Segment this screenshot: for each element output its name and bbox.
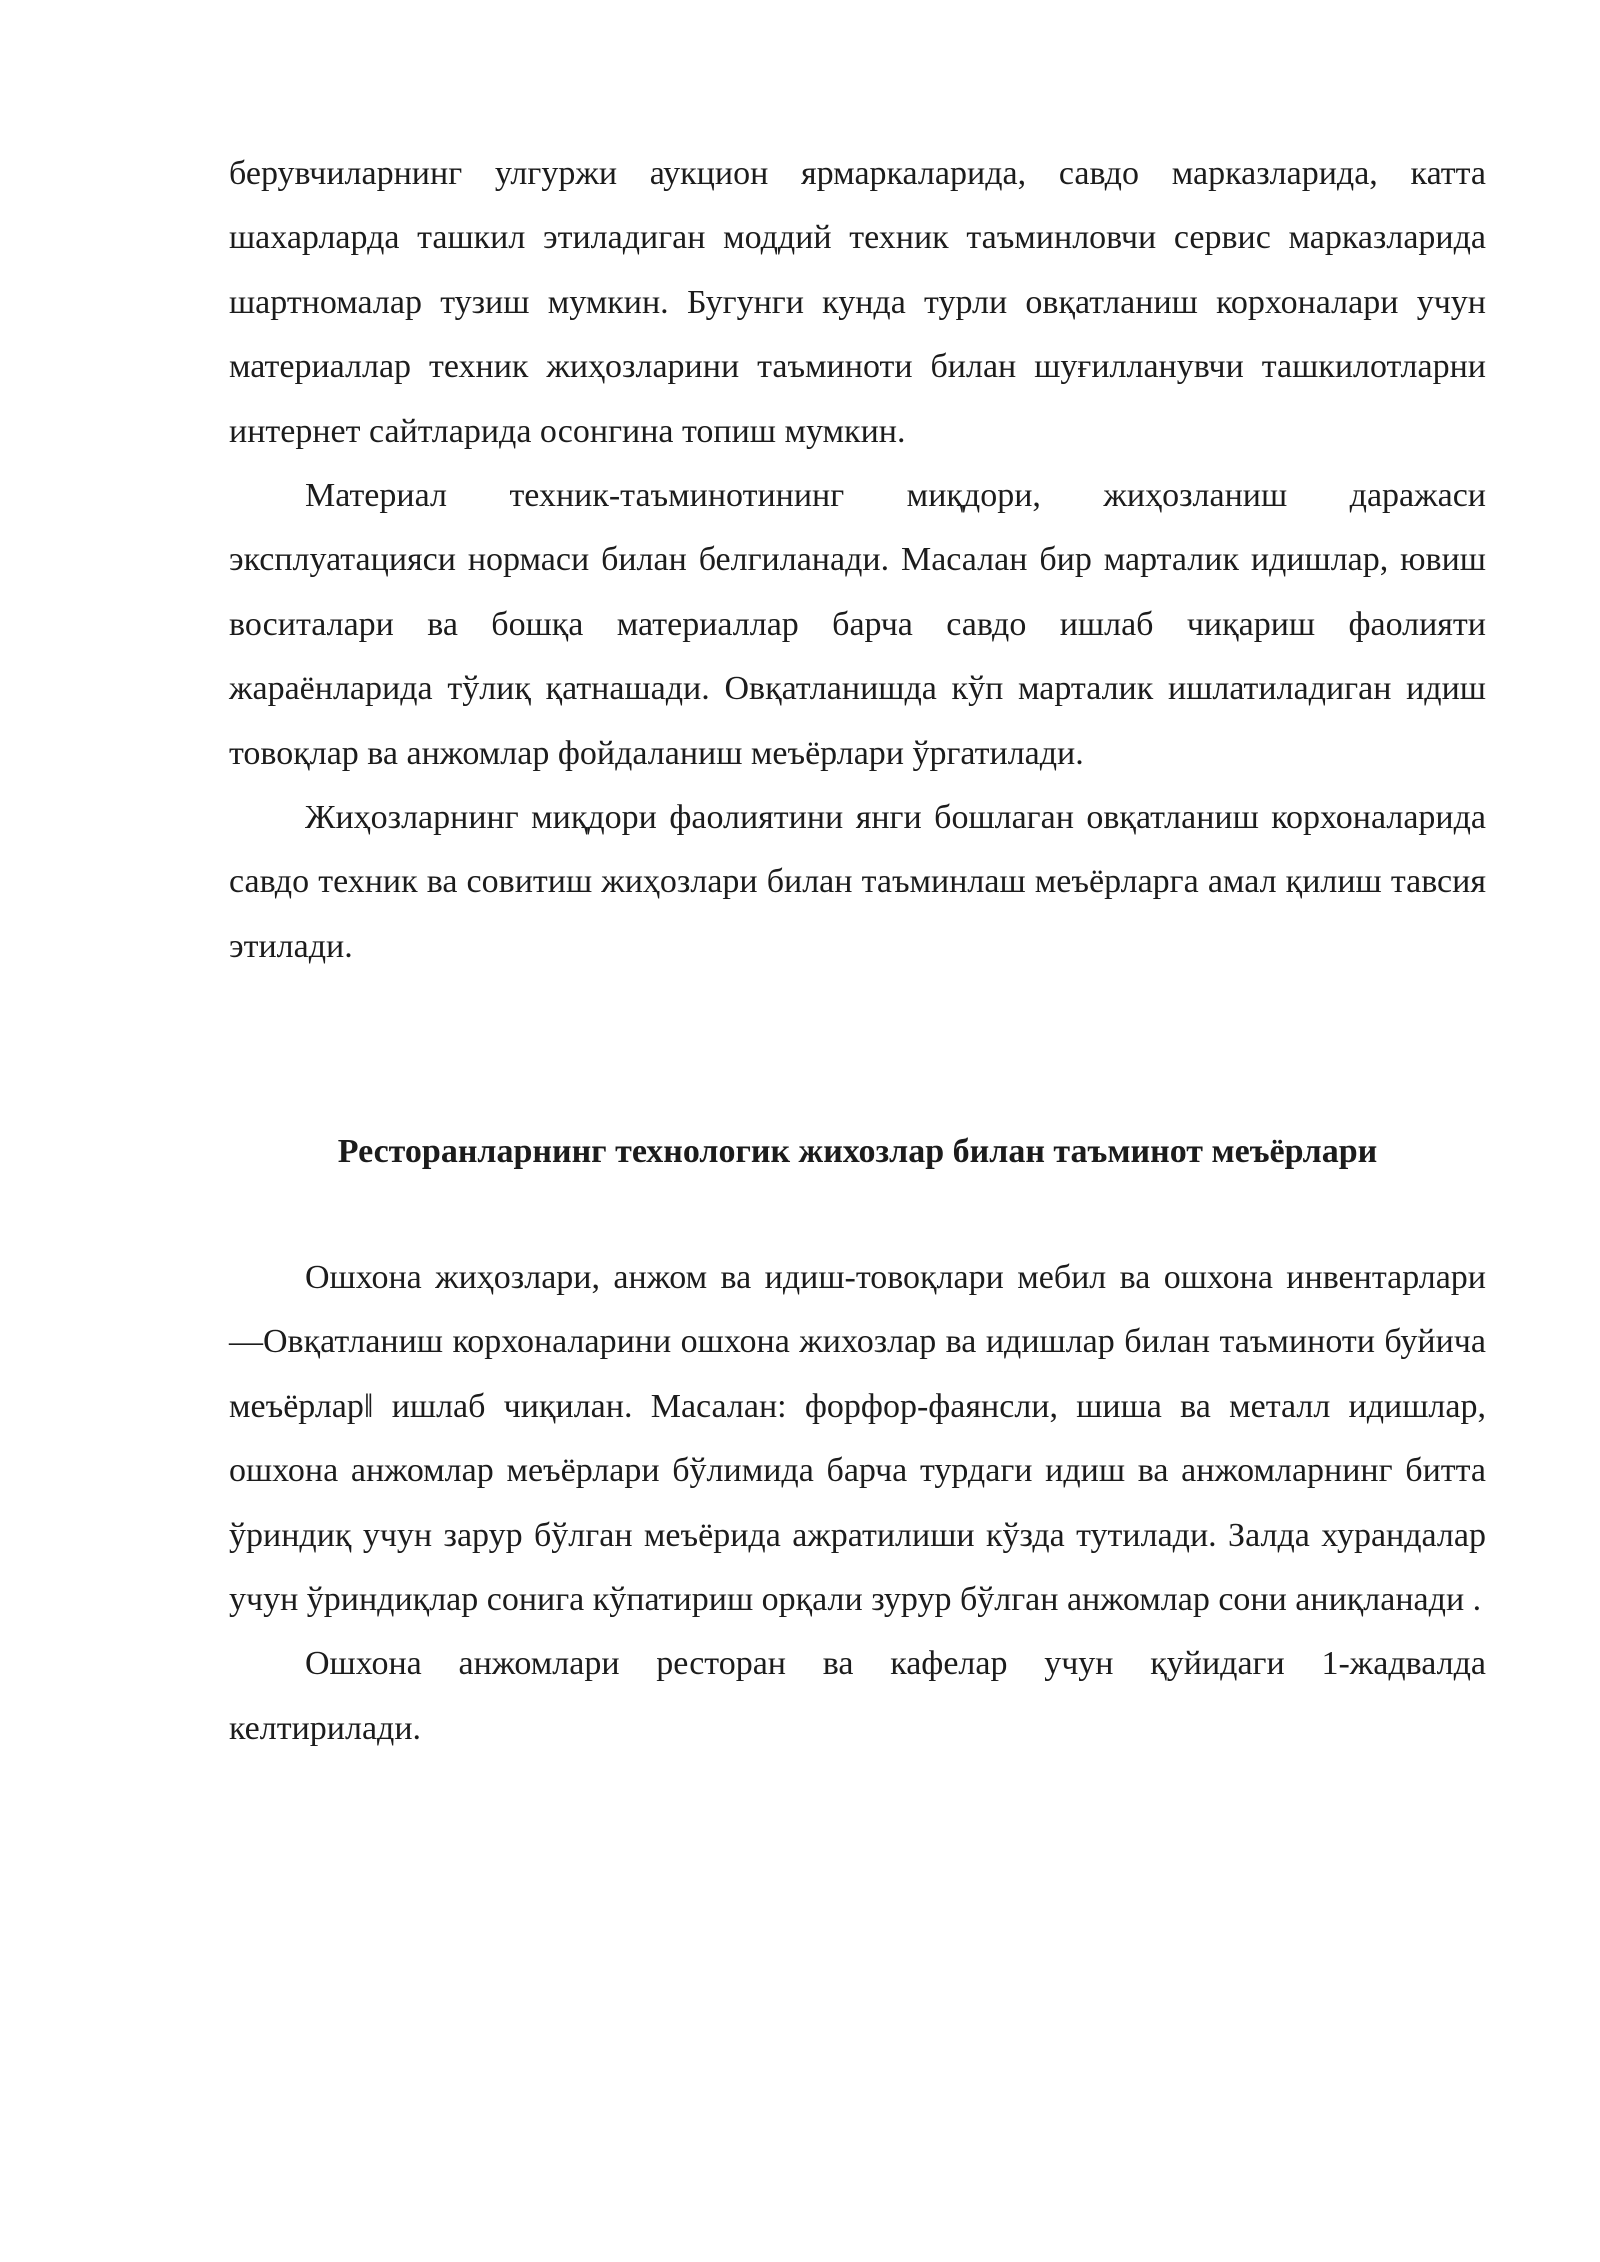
paragraph-continuation: берувчиларнинг улгуржи аукцион ярмаркаларида, савдо марказларида, катта шахарларда ташкил этиладиган моддий техник таъминловчи сервис марказларида шартномалар тузиш мумкин. Бугунги кунда турли овқатланиш корхоналари учун материаллар техник жиҳозларини таъминоти билан шуғилланувчи ташкилотларни интернет сайтларида осонгина топиш мумкин. — [229, 155, 1486, 450]
paragraph-equipment-quantity: Жиҳозларнинг миқдори фаолиятини янги бошлаган овқатланиш корхоналарида савдо техник ва совитиш жиҳозлари билан таъминлаш меъёрларга амал қилиш тавсия этилади. — [229, 799, 1486, 965]
section-heading: Ресторанларнинг технологик жихозлар билан таъминот меъёрлари — [337, 1133, 1378, 1170]
body-text-top — [229, 142, 1486, 979]
body-text-bottom — [229, 1246, 1486, 1761]
paragraph-material-supply: Материал техник-таъминотининг миқдори, жиҳозланиш даражаси эксплуатацияси нормаси билан белгиланади. Масалан бир марталик идишлар, ювиш воситалари ва бошқа материаллар барча савдо ишлаб чиқариш фаолияти жараёнларида тўлиқ қатнашади. Овқатланишда кўп марталик ишлатиладиган идиш товоқлар ва анжомлар фойдаланиш меъёрлари ўргатилади. — [229, 477, 1486, 772]
paragraph-table-reference: Ошхона анжомлари ресторан ва кафелар учун қуйидаги 1-жадвалда келтирилади. — [229, 1645, 1486, 1747]
paragraph-kitchen-equipment: Ошхона жиҳозлари, анжом ва идиш-товоқлари мебил ва ошхона инвентарлари ―Овқатланиш корхоналарини ошхона жихозлар ва идишлар билан таъминоти буйича меъёрлар‖ ишлаб чиқилан. Масалан: форфор-фаянсли, шиша ва металл идишлар, ошхона анжомлар меъёрлари бўлимида барча турдаги идиш ва анжомларнинг битта ўриндиқ учун зарур бўлган меъёрида ажратилиши кўзда тутилади. Залда хурандалар учун ўриндиқлар сонига кўпатириш орқали зурур бўлган анжомлар сони аниқланади . — [229, 1259, 1486, 1619]
